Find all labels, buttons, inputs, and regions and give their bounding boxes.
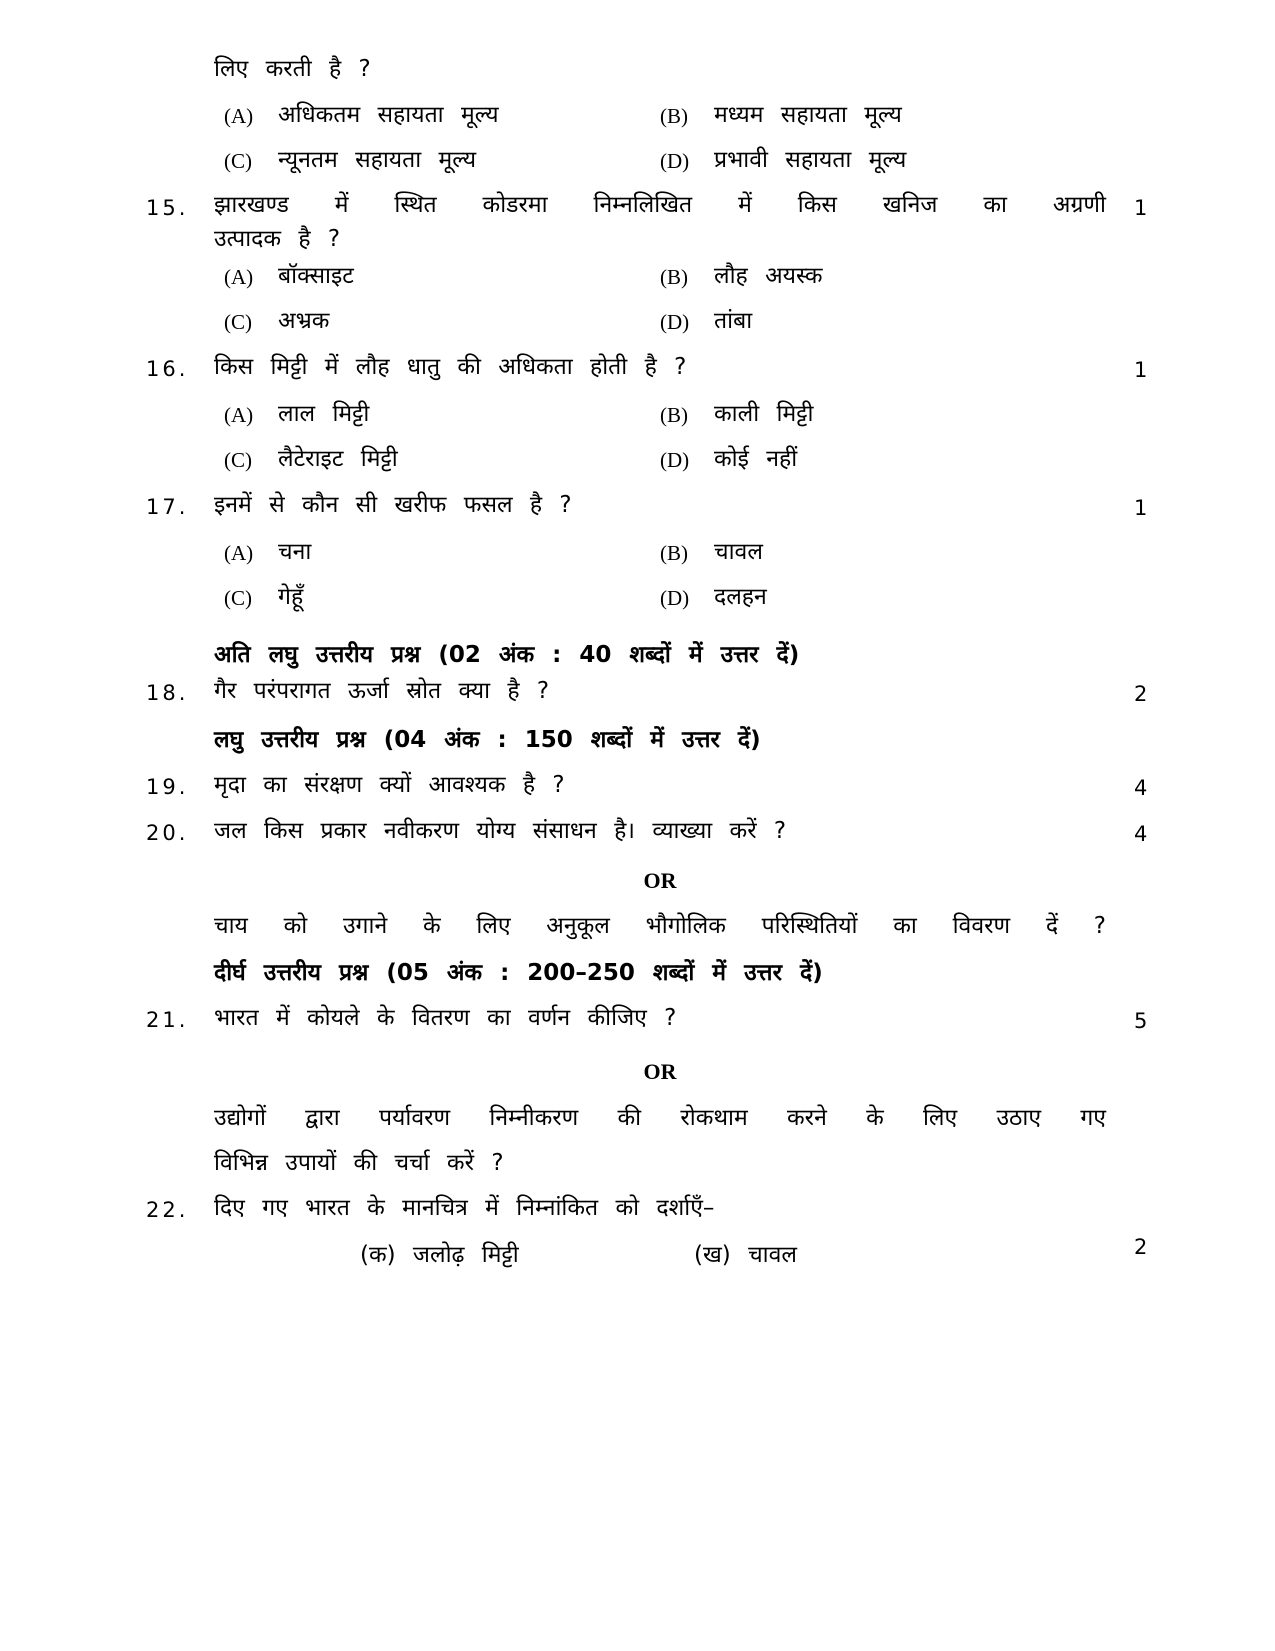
q17-option-b: चावल: [714, 539, 763, 565]
q20-text: जल किस प्रकार नवीकरण योग्य संसाधन है। व्याख्या करें ?: [214, 818, 787, 844]
q16-text: किस मिट्टी में लौह धातु की अधिकता होती है ?: [214, 354, 687, 380]
q15-option-a-label: (A): [224, 265, 254, 289]
q18-number: 18.: [146, 681, 189, 705]
q15-option-c: अभ्रक: [278, 308, 330, 334]
q17-option-b-label: (B): [660, 541, 688, 565]
q16-option-b: काली मिट्टी: [714, 401, 814, 427]
q17-option-c: गेहूँ: [278, 584, 304, 610]
q15-option-c-label: (C): [224, 310, 252, 334]
q16-number: 16.: [146, 357, 189, 381]
q18-marks: 2: [1134, 682, 1148, 706]
q21-marks: 5: [1134, 1009, 1148, 1033]
q16-marks: 1: [1134, 358, 1148, 382]
q20-alternative-text: चाय को उगाने के लिए अनुकूल भौगोलिक परिस्थितियों का विवरण दें ?: [214, 913, 1106, 939]
q18-text: गैर परंपरागत ऊर्जा स्रोत क्या है ?: [214, 678, 550, 704]
q15-option-b-label: (B): [660, 265, 688, 289]
q14-option-c: न्यूनतम सहायता मूल्य: [278, 147, 477, 173]
q14-option-a: अधिकतम सहायता मूल्य: [278, 102, 499, 128]
q15-option-a: बॉक्साइट: [278, 263, 354, 289]
q16-option-c: लैटेराइट मिट्टी: [278, 446, 398, 472]
q22-item-rice: (ख) चावल: [694, 1242, 798, 1268]
q19-text: मृदा का संरक्षण क्यों आवश्यक है ?: [214, 772, 565, 798]
q15-option-d: तांबा: [714, 308, 753, 334]
q14-option-b: मध्यम सहायता मूल्य: [714, 102, 902, 128]
q19-number: 19.: [146, 775, 189, 799]
q22-marks: 2: [1134, 1235, 1148, 1259]
section-short-heading: लघु उत्तरीय प्रश्न (04 अंक : 150 शब्दों में उत्तर दें): [214, 727, 761, 753]
q15-text-line2: उत्पादक है ?: [214, 226, 341, 252]
q21-or-label: OR: [643, 1059, 677, 1084]
q14-option-b-label: (B): [660, 104, 688, 128]
q20-or-label: OR: [643, 868, 677, 893]
q21-alternative-line2: विभिन्न उपायों की चर्चा करें ?: [214, 1150, 504, 1176]
q22-number: 22.: [146, 1198, 189, 1222]
q20-marks: 4: [1134, 822, 1148, 846]
q17-text: इनमें से कौन सी खरीफ फसल है ?: [214, 492, 572, 518]
q15-marks: 1: [1134, 196, 1148, 220]
q17-option-a: चना: [278, 539, 312, 565]
q17-option-c-label: (C): [224, 586, 252, 610]
q21-number: 21.: [146, 1008, 189, 1032]
q15-text-line1: झारखण्ड में स्थित कोडरमा निम्नलिखित में किस खनिज का अग्रणी: [214, 192, 1106, 218]
q17-option-a-label: (A): [224, 541, 254, 565]
q16-option-a: लाल मिट्टी: [278, 401, 370, 427]
q14-option-c-label: (C): [224, 149, 252, 173]
section-very-short-heading: अति लघु उत्तरीय प्रश्न (02 अंक : 40 शब्दों में उत्तर दें): [214, 642, 800, 668]
section-long-heading: दीर्घ उत्तरीय प्रश्न (05 अंक : 200–250 शब्दों में उत्तर दें): [214, 960, 823, 986]
q17-marks: 1: [1134, 496, 1148, 520]
q21-text: भारत में कोयले के वितरण का वर्णन कीजिए ?: [214, 1005, 677, 1031]
q16-option-b-label: (B): [660, 403, 688, 427]
q14-continuation: लिए करती है ?: [214, 56, 371, 82]
q15-option-b: लौह अयस्क: [714, 263, 823, 289]
q16-option-c-label: (C): [224, 448, 252, 472]
q17-number: 17.: [146, 495, 189, 519]
q19-marks: 4: [1134, 776, 1148, 800]
q21-alternative-line1: उद्योगों द्वारा पर्यावरण निम्नीकरण की रोकथाम करने के लिए उठाए गए: [214, 1105, 1106, 1131]
q17-option-d: दलहन: [714, 584, 767, 610]
q22-text: दिए गए भारत के मानचित्र में निम्नांकित को दर्शाएँ–: [214, 1195, 715, 1221]
q22-item-alluvial-soil: (क) जलोढ़ मिट्टी: [360, 1242, 519, 1268]
q17-option-d-label: (D): [660, 586, 690, 610]
q15-option-d-label: (D): [660, 310, 690, 334]
q16-option-d: कोई नहीं: [714, 446, 798, 472]
q14-option-a-label: (A): [224, 104, 254, 128]
q14-option-d-label: (D): [660, 149, 690, 173]
q16-option-d-label: (D): [660, 448, 690, 472]
q16-option-a-label: (A): [224, 403, 254, 427]
q14-option-d: प्रभावी सहायता मूल्य: [714, 147, 907, 173]
q15-number: 15.: [146, 196, 189, 220]
q20-number: 20.: [146, 821, 189, 845]
